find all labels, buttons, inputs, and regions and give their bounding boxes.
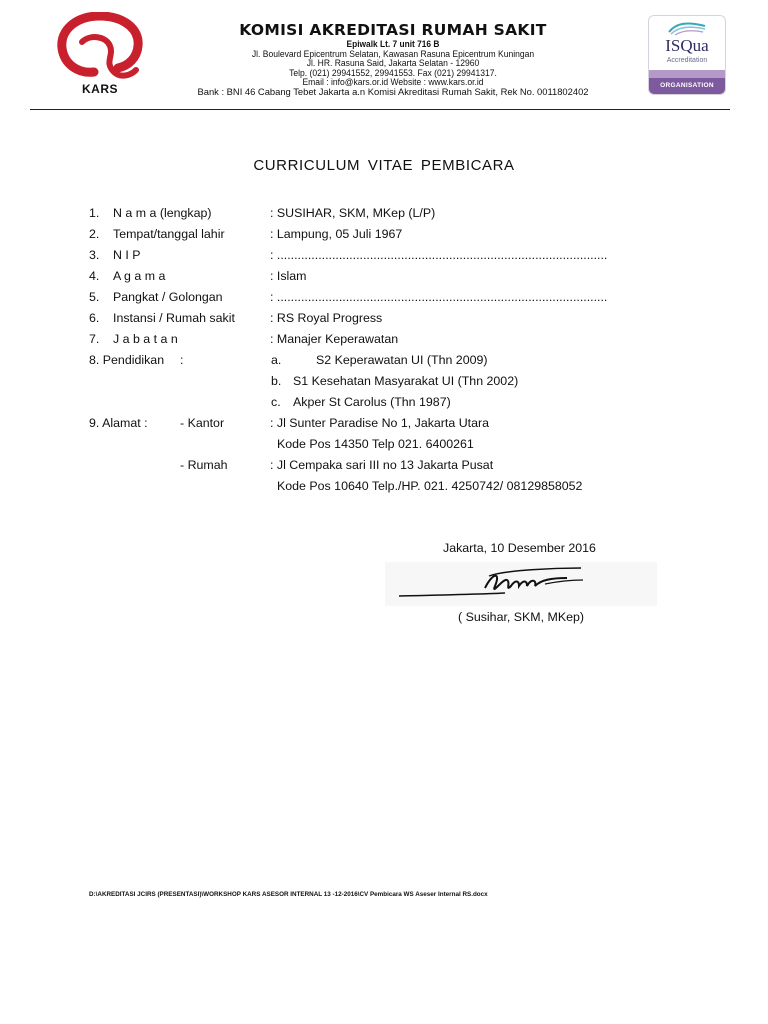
list-marker: c. bbox=[271, 395, 281, 409]
field-number: 7. bbox=[89, 332, 100, 346]
field-label: Tempat/tanggal lahir bbox=[113, 227, 225, 241]
address-type-label: - Rumah bbox=[180, 458, 228, 472]
list-item: Akper St Carolus (Thn 1987) bbox=[293, 395, 451, 409]
address-value: Kode Pos 10640 Telp./HP. 021. 4250742/ 08129858052 bbox=[277, 479, 583, 493]
field-number: 3. bbox=[89, 248, 100, 262]
letterhead bbox=[160, 20, 626, 88]
address-type-label: - Kantor bbox=[180, 416, 225, 430]
document-title: CURRICULUM VITAE PEMBICARA bbox=[253, 157, 515, 174]
field-label: Instansi / Rumah sakit bbox=[113, 311, 235, 325]
isqua-swoosh-icon bbox=[667, 20, 707, 36]
list-item: S1 Kesehatan Masyarakat UI (Thn 2002) bbox=[293, 374, 519, 388]
address-line: Jl. HR. Rasuna Said, Jakarta Selatan - 12960 bbox=[306, 58, 480, 69]
address-line: Telp. (021) 29941552, 29941553. Fax (021) 29941317. bbox=[289, 67, 497, 78]
field-number: 5. bbox=[89, 290, 100, 304]
field-value: : SUSIHAR, SKM, MKep (L/P) bbox=[270, 206, 436, 220]
field-number: 6. bbox=[89, 311, 100, 325]
list-marker: a. bbox=[271, 353, 282, 367]
address-value: : Jl Sunter Paradise No 1, Jakarta Utara bbox=[270, 416, 490, 430]
field-value: : ................................................................................................ bbox=[270, 290, 608, 304]
field-label: N a m a (lengkap) bbox=[113, 206, 212, 220]
address-line: Email : info@kars.or.id Website : www.kars.or.id bbox=[302, 77, 484, 88]
file-path-footer: D:\AKREDITASI JCIRS (PRESENTASI)\WORKSHOP KARS ASESOR INTERNAL 13 -12-2016\CV Pembicara WS Aseser Internal RS.docx bbox=[89, 891, 488, 898]
field-label: 9. Alamat : bbox=[89, 416, 148, 430]
field-value: : Islam bbox=[270, 269, 307, 283]
kars-logo-text: KARS bbox=[81, 82, 118, 96]
list-item: S2 Keperawatan UI (Thn 2009) bbox=[316, 353, 488, 367]
address-line: Epiwalk Lt. 7 unit 716 B bbox=[346, 39, 440, 49]
bank-line: Bank : BNI 46 Cabang Tebet Jakarta a.n Komisi Akreditasi Rumah Sakit, Rek No. 0011802402 bbox=[197, 86, 589, 97]
address-value: : Jl Cempaka sari III no 13 Jakarta Pusat bbox=[270, 458, 494, 472]
address-value: Kode Pos 14350 Telp 021. 6400261 bbox=[277, 437, 474, 451]
signatory-name: ( Susihar, SKM, MKep) bbox=[458, 610, 585, 624]
field-label: J a b a t a n bbox=[113, 332, 178, 346]
field-value: : RS Royal Progress bbox=[270, 311, 383, 325]
field-value: : ................................................................................................ bbox=[270, 248, 608, 262]
field-number: 2. bbox=[89, 227, 100, 241]
list-marker: b. bbox=[271, 374, 282, 388]
header-divider bbox=[30, 109, 730, 110]
field-number: 4. bbox=[89, 269, 100, 283]
field-label: N I P bbox=[113, 248, 141, 262]
field-value: : Lampung, 05 Juli 1967 bbox=[270, 227, 403, 241]
field-label: Pangkat / Golongan bbox=[113, 290, 223, 304]
place-date: Jakarta, 10 Desember 2016 bbox=[443, 541, 596, 555]
field-label: A g a m a bbox=[113, 269, 166, 283]
org-name: KOMISI AKREDITASI RUMAH SAKIT bbox=[239, 21, 547, 39]
isqua-badge: ORGANISATION bbox=[649, 78, 725, 94]
field-colon: : bbox=[180, 353, 184, 367]
isqua-name: ISQua bbox=[665, 36, 709, 55]
isqua-subtitle: Accreditation bbox=[666, 57, 708, 64]
field-number: 1. bbox=[89, 206, 100, 220]
signature-icon bbox=[385, 562, 657, 606]
kars-emblem-icon bbox=[52, 12, 148, 82]
field-value: : Manajer Keperawatan bbox=[270, 332, 399, 346]
kars-logo bbox=[52, 12, 148, 98]
isqua-logo bbox=[648, 15, 726, 95]
address-line: Jl. Boulevard Epicentrum Selatan, Kawasan Rasuna Epicentrum Kuningan bbox=[251, 48, 535, 59]
field-label: 8. Pendidikan bbox=[89, 353, 165, 367]
